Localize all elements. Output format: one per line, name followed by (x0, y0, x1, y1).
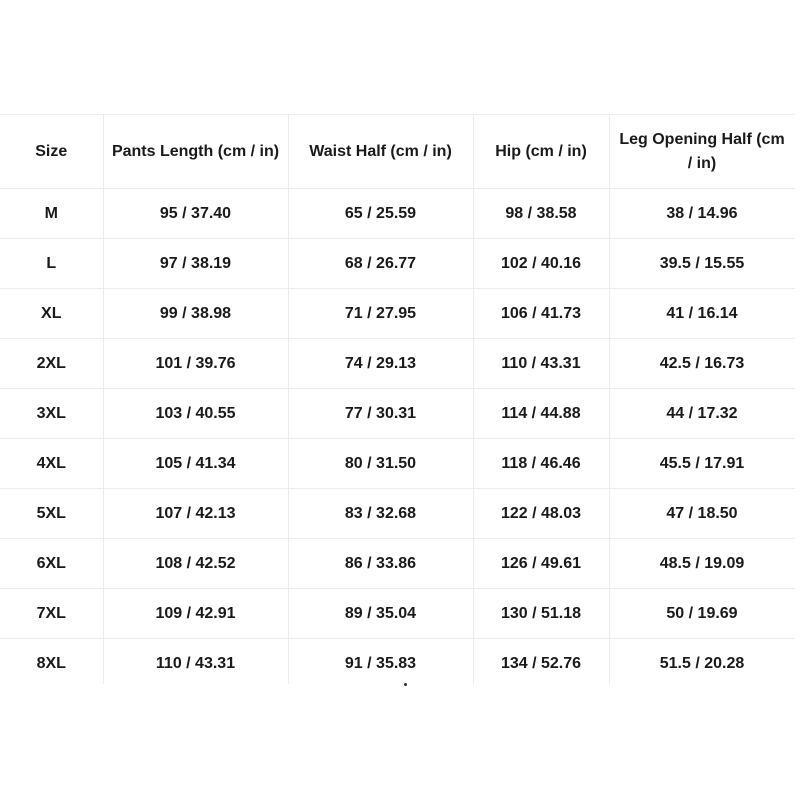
waist-half-cell: 71 / 27.95 (288, 289, 473, 339)
hip-cell: 98 / 38.58 (473, 189, 609, 239)
leg-opening-half-cell: 41 / 16.14 (609, 289, 795, 339)
size-chart-container (0, 114, 795, 684)
waist-half-cell: 65 / 25.59 (288, 189, 473, 239)
table-row (0, 339, 795, 389)
hip-cell: 110 / 43.31 (473, 339, 609, 389)
hip-cell: 122 / 48.03 (473, 489, 609, 539)
pants-length-cell: 110 / 43.31 (103, 639, 288, 685)
table-row (0, 589, 795, 639)
size-cell: 4XL (0, 439, 103, 489)
header-pants-length: Pants Length (cm / in) (103, 115, 288, 189)
hip-cell: 134 / 52.76 (473, 639, 609, 685)
table-row (0, 389, 795, 439)
table-row (0, 489, 795, 539)
size-chart-table (0, 114, 795, 684)
header-waist-half: Waist Half (cm / in) (288, 115, 473, 189)
hip-cell: 118 / 46.46 (473, 439, 609, 489)
waist-half-cell: 80 / 31.50 (288, 439, 473, 489)
header-hip: Hip (cm / in) (473, 115, 609, 189)
waist-half-cell: 77 / 30.31 (288, 389, 473, 439)
pants-length-cell: 108 / 42.52 (103, 539, 288, 589)
table-row (0, 639, 795, 685)
table-row (0, 239, 795, 289)
size-cell: 6XL (0, 539, 103, 589)
pants-length-cell: 101 / 39.76 (103, 339, 288, 389)
leg-opening-half-cell: 44 / 17.32 (609, 389, 795, 439)
table-row (0, 289, 795, 339)
pants-length-cell: 107 / 42.13 (103, 489, 288, 539)
waist-half-cell: 86 / 33.86 (288, 539, 473, 589)
leg-opening-half-cell: 51.5 / 20.28 (609, 639, 795, 685)
waist-half-cell: 74 / 29.13 (288, 339, 473, 389)
pants-length-cell: 103 / 40.55 (103, 389, 288, 439)
size-cell: 3XL (0, 389, 103, 439)
size-cell: L (0, 239, 103, 289)
table-row (0, 189, 795, 239)
leg-opening-half-cell: 48.5 / 19.09 (609, 539, 795, 589)
pants-length-cell: 99 / 38.98 (103, 289, 288, 339)
pants-length-cell: 97 / 38.19 (103, 239, 288, 289)
size-cell: XL (0, 289, 103, 339)
table-row (0, 439, 795, 489)
header-leg-opening-half: Leg Opening Half (cm / in) (609, 115, 795, 189)
hip-cell: 114 / 44.88 (473, 389, 609, 439)
leg-opening-half-cell: 42.5 / 16.73 (609, 339, 795, 389)
leg-opening-half-cell: 50 / 19.69 (609, 589, 795, 639)
waist-half-cell: 68 / 26.77 (288, 239, 473, 289)
hip-cell: 126 / 49.61 (473, 539, 609, 589)
table-row (0, 539, 795, 589)
leg-opening-half-cell: 45.5 / 17.91 (609, 439, 795, 489)
waist-half-cell: 83 / 32.68 (288, 489, 473, 539)
hip-cell: 130 / 51.18 (473, 589, 609, 639)
leg-opening-half-cell: 38 / 14.96 (609, 189, 795, 239)
size-cell: 7XL (0, 589, 103, 639)
header-row (0, 115, 795, 189)
scroll-indicator-dot (404, 683, 407, 686)
leg-opening-half-cell: 47 / 18.50 (609, 489, 795, 539)
size-cell: 8XL (0, 639, 103, 685)
leg-opening-half-cell: 39.5 / 15.55 (609, 239, 795, 289)
size-cell: 5XL (0, 489, 103, 539)
hip-cell: 102 / 40.16 (473, 239, 609, 289)
pants-length-cell: 109 / 42.91 (103, 589, 288, 639)
size-cell: M (0, 189, 103, 239)
pants-length-cell: 95 / 37.40 (103, 189, 288, 239)
waist-half-cell: 91 / 35.83 (288, 639, 473, 685)
size-cell: 2XL (0, 339, 103, 389)
hip-cell: 106 / 41.73 (473, 289, 609, 339)
pants-length-cell: 105 / 41.34 (103, 439, 288, 489)
header-size: Size (0, 115, 103, 189)
waist-half-cell: 89 / 35.04 (288, 589, 473, 639)
